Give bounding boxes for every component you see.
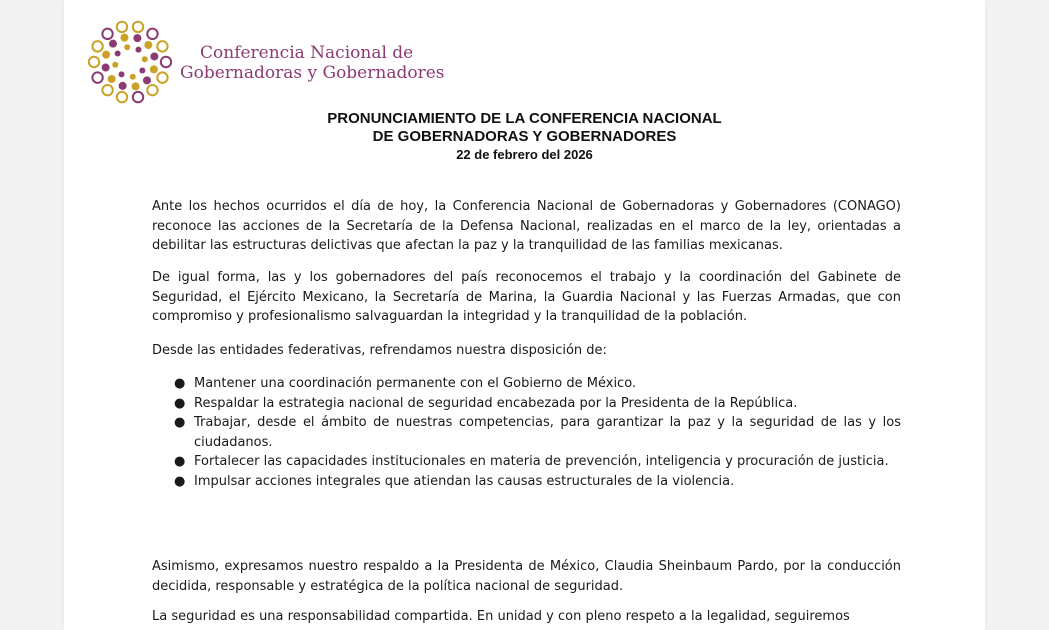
commitments-list [172, 374, 901, 491]
list-item-text: Respaldar la estrategia nacional de seguridad encabezada por la Presidenta de la República. [194, 395, 798, 411]
logo-dot [109, 40, 117, 48]
logo-dot [150, 65, 158, 73]
logo-dot [102, 64, 110, 72]
conago-logo-icon [88, 20, 172, 104]
logo-dot [157, 41, 167, 51]
logo-dot [132, 82, 140, 90]
logo-dot [142, 56, 148, 62]
logo-dot [102, 29, 112, 39]
organization-name-line1: Conferencia Nacional de [200, 43, 414, 63]
logo-dot [135, 47, 141, 53]
list-item-text: Mantener una coordinación permanente con el Gobierno de México. [194, 376, 637, 391]
logo-dot [115, 51, 121, 57]
paragraph-1: Ante los hechos ocurridos el día de hoy, la Conferencia Nacional de Gobernadoras y Gobernadores (CONAGO) reconoce las acciones de la Secretaría de la Defensa Nacional, realizadas en el marco de la ley, orientadas a debilitar las estructuras delictivas que afectan la paz y la tranquilidad de las familias mexicanas. [152, 199, 901, 253]
logo-dot [89, 57, 99, 67]
logo-dot [119, 71, 125, 77]
logo-dot [112, 62, 118, 68]
logo-dot [119, 82, 127, 90]
logo-dot [133, 22, 143, 32]
paragraph-4: Asimismo, expresamos nuestro respaldo a la Presidenta de México, Claudia Sheinbaum Pardo, por la conducción decidida, responsable y estratégica de la política nacional de seguridad. [152, 559, 901, 594]
logo-dot [150, 52, 158, 60]
list-item [172, 472, 901, 492]
logo-dot [102, 85, 112, 95]
logo-dot [130, 74, 136, 80]
paragraph-2: De igual forma, las y los gobernadores del país reconocemos el trabajo y la coordinación del Gabinete de Seguridad, el Ejército Mexicano, la Secretaría de Marina, la Guardia Nacional y las Fuerzas Armadas, que con compromiso y profesionalismo salvaguardan la integridad y la tranquilidad de la población. [152, 270, 901, 324]
list-item-text: Impulsar acciones integrales que atiendan las causas estructurales de la violencia. [194, 473, 735, 489]
logo-dot [133, 34, 141, 42]
logo-dot [102, 51, 110, 59]
list-item-text: Fortalecer las capacidades institucionales en materia de prevención, inteligencia y procuración de justicia. [194, 454, 889, 469]
logo-dot [92, 72, 102, 82]
document-page [64, 0, 985, 630]
list-item [172, 452, 901, 472]
logo-dot [139, 67, 145, 73]
logo-dot [143, 76, 151, 84]
title-line2: DE GOBERNADORAS Y GOBERNADORES [372, 128, 677, 145]
bullet-icon: ● [174, 376, 186, 391]
paragraph-5: La seguridad es una responsabilidad compartida. En unidad y con pleno respeto a la legalidad, seguiremos [152, 609, 850, 624]
list-item-text: Trabajar, desde el ámbito de nuestras competencias, para garantizar la paz y la seguridad de las y los ciudadanos. [194, 415, 901, 450]
logo-dot [157, 72, 167, 82]
bullet-icon: ● [174, 454, 186, 469]
bullet-icon: ● [174, 415, 186, 430]
logo-dot [92, 41, 102, 51]
logo-dot [161, 57, 171, 67]
list-item [172, 394, 901, 414]
logo-dot [120, 34, 128, 42]
logo-dot [108, 75, 116, 83]
logo-dot [147, 85, 157, 95]
document-title [64, 110, 985, 164]
list-item [172, 413, 901, 452]
organization-name-line2: Gobernadoras y Gobernadores [180, 63, 445, 83]
logo-dot [133, 92, 143, 102]
logo-dot [124, 44, 130, 50]
title-line1: PRONUNCIAMIENTO DE LA CONFERENCIA NACIONAL [327, 110, 722, 127]
bullet-icon: ● [174, 395, 186, 411]
list-item [172, 374, 901, 394]
paragraph-3: Desde las entidades federativas, refrendamos nuestra disposición de: [152, 343, 607, 358]
logo-dot [117, 22, 127, 32]
logo-dot [144, 41, 152, 49]
logo-dot [117, 92, 127, 102]
organization-name [180, 43, 444, 83]
bullet-icon: ● [174, 473, 186, 489]
logo-dot [147, 29, 157, 39]
document-date: 22 de febrero del 2026 [456, 147, 593, 162]
